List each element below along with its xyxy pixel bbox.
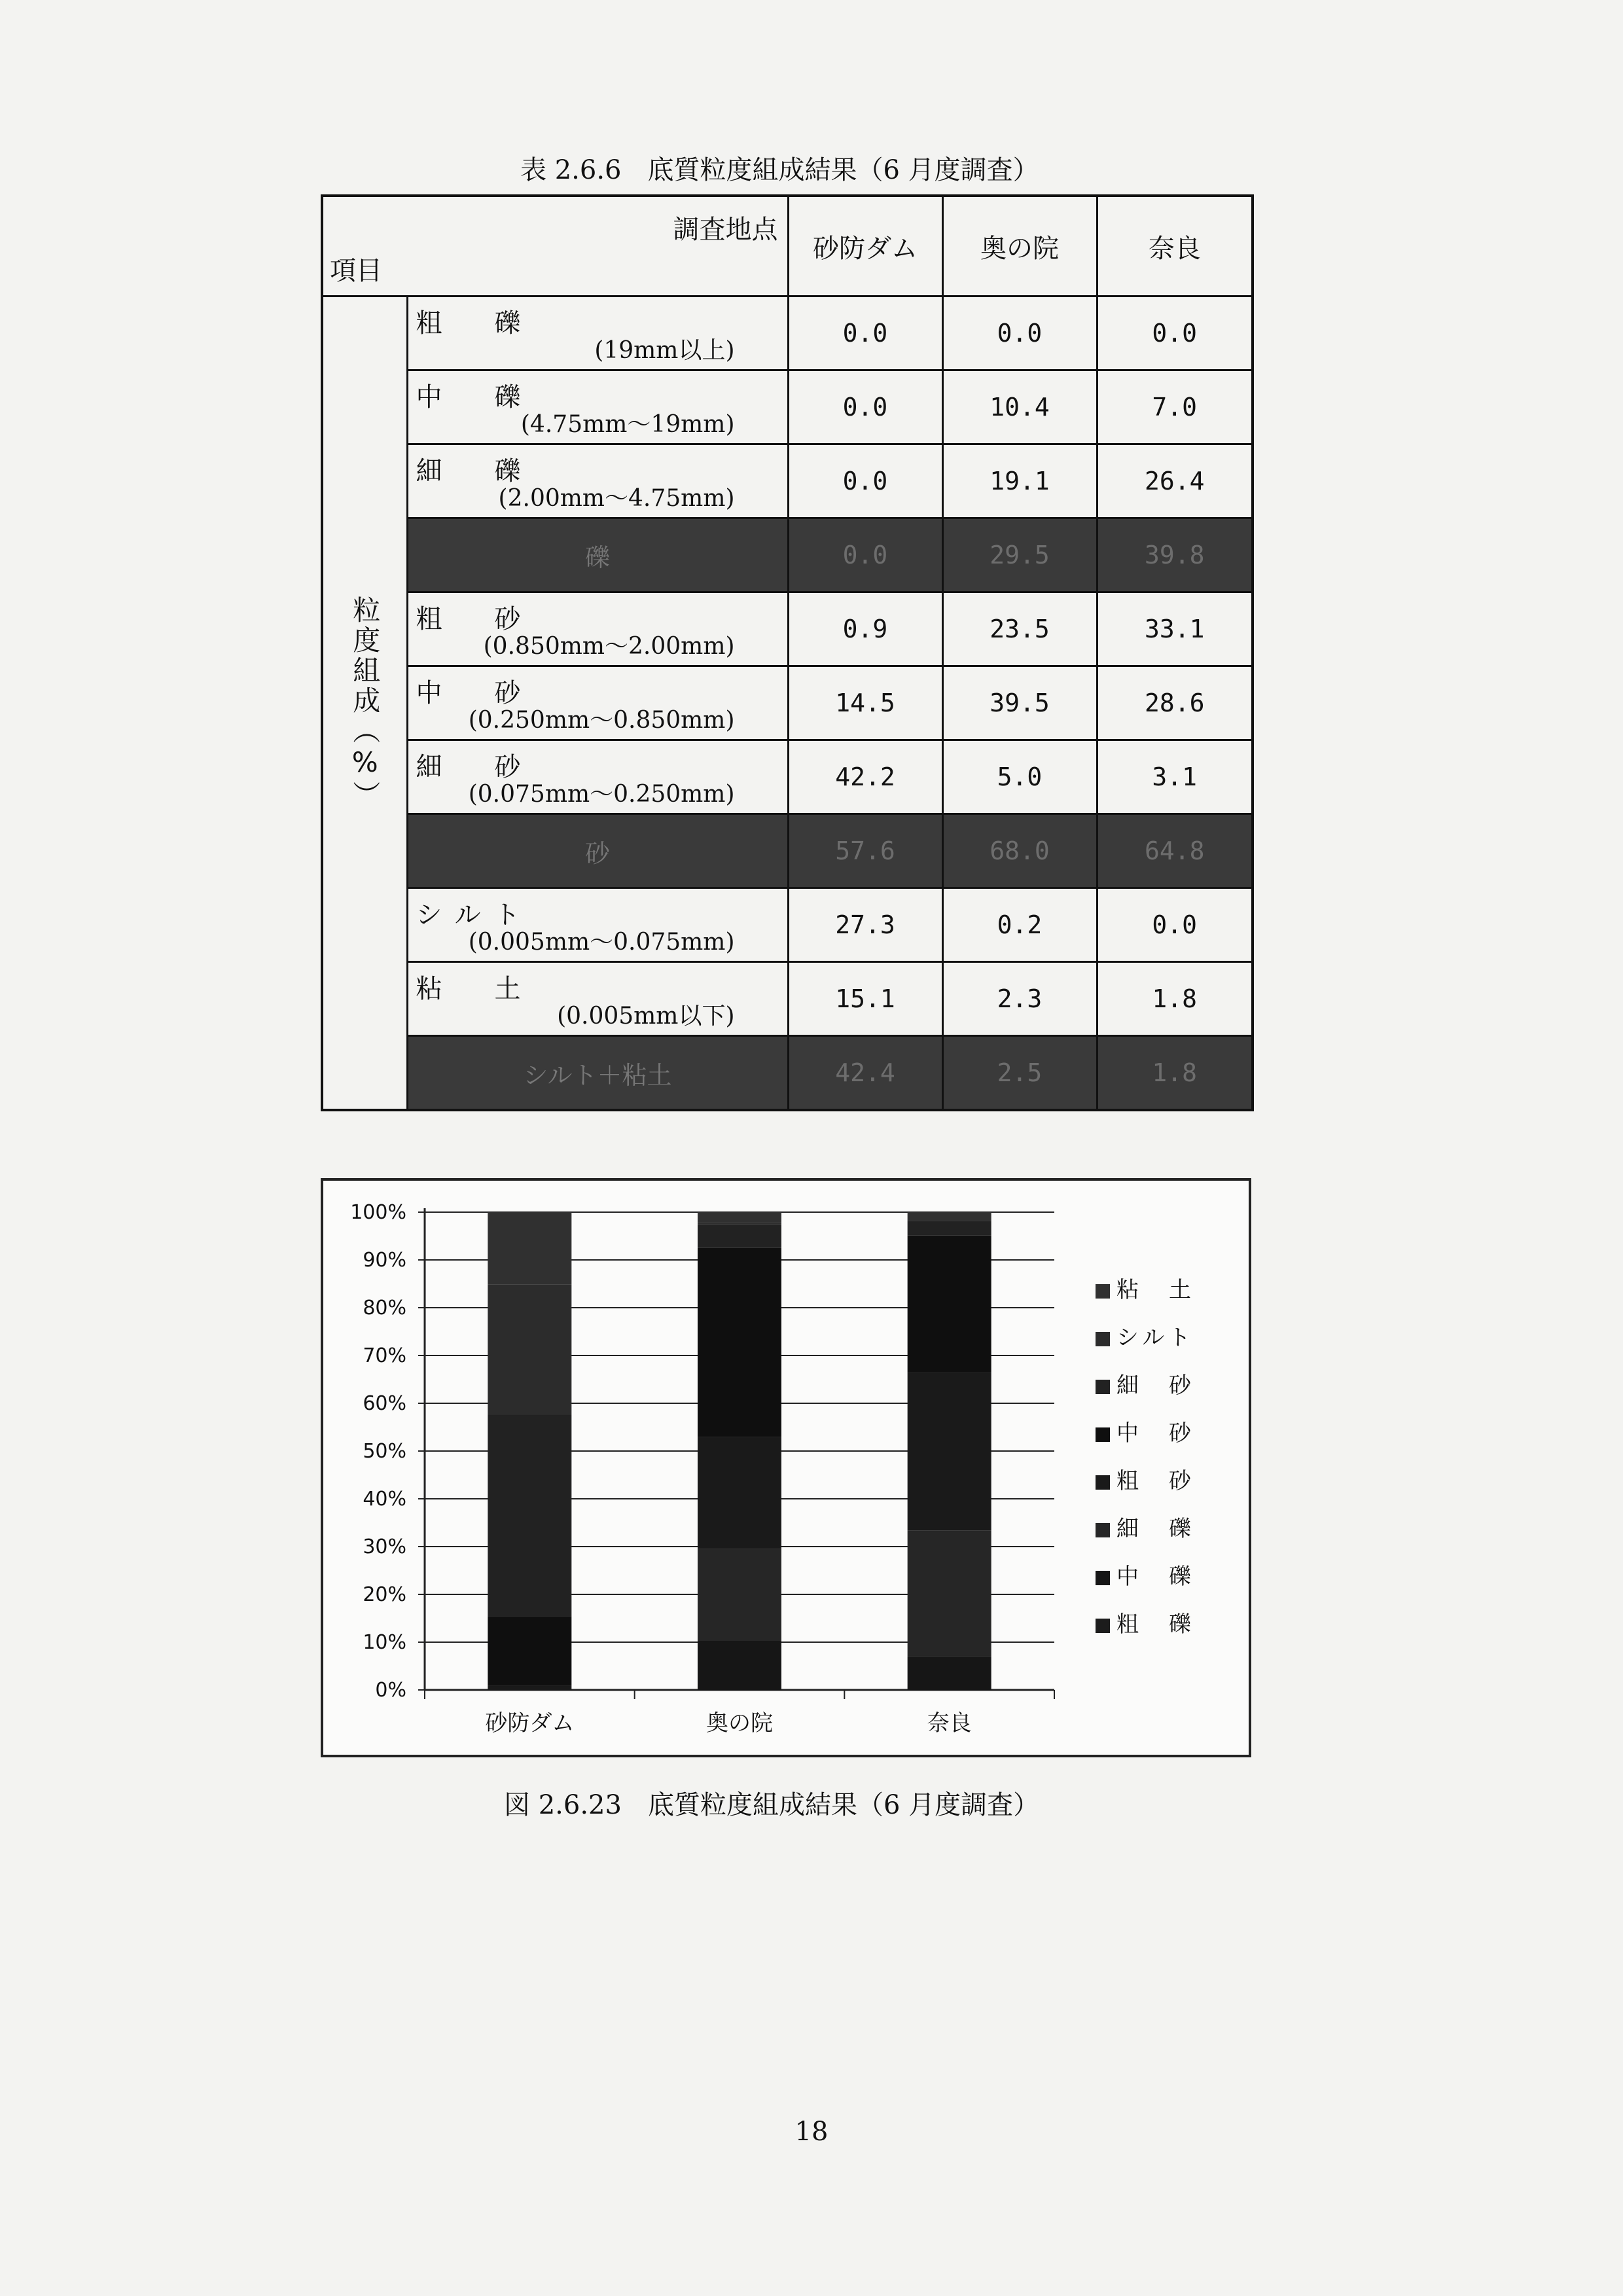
y-tick-label: 70% (363, 1344, 406, 1367)
row-size-range: (0.850mm〜2.00mm) (483, 633, 735, 660)
row-name: 中 礫 (416, 382, 534, 412)
row-label-cell (407, 592, 788, 666)
legend-swatch (1096, 1571, 1110, 1585)
subtotal-label: シルト＋粘土 (523, 1060, 672, 1090)
row-size-range: (4.75mm〜19mm) (520, 411, 735, 438)
grain-size-table (321, 194, 1254, 1111)
row-name: 粗 礫 (416, 308, 534, 338)
value-cell: 42.2 (788, 740, 942, 814)
column-header-nara: 奈良 (1097, 196, 1253, 296)
value-cell: 0.9 (788, 592, 942, 666)
value-cell: 39.5 (942, 666, 1097, 740)
value-cell: 29.5 (942, 518, 1097, 592)
table-row (322, 666, 1253, 740)
subtotal-label: 砂 (584, 838, 610, 868)
value-cell: 1.8 (1097, 1036, 1253, 1111)
bar-segment (698, 1437, 781, 1549)
y-tick-label: 80% (363, 1297, 406, 1319)
bar-segment (488, 1617, 571, 1686)
y-tick-label: 60% (363, 1392, 406, 1415)
y-tick-label: 100% (350, 1201, 406, 1224)
row-name: 粗 砂 (416, 604, 534, 634)
row-label-cell (407, 814, 788, 888)
bar-segment (488, 1415, 571, 1617)
value-cell: 0.0 (788, 518, 942, 592)
row-label-cell (407, 1036, 788, 1111)
legend-label: 粗 砂 (1116, 1468, 1195, 1494)
value-cell: 15.1 (788, 962, 942, 1036)
legend-swatch (1096, 1332, 1110, 1346)
value-cell: 57.6 (788, 814, 942, 888)
column-header-sabo-dam: 砂防ダム (788, 196, 942, 296)
header-location-label: 調査地点 (673, 215, 778, 245)
row-name: シルト (416, 900, 533, 930)
table-header-row (322, 196, 1253, 296)
row-size-range: (0.250mm〜0.850mm) (468, 707, 735, 734)
value-cell: 0.0 (788, 444, 942, 518)
column-header-okunoin: 奥の院 (942, 196, 1097, 296)
row-size-range: (0.075mm〜0.250mm) (468, 781, 735, 808)
value-cell: 7.0 (1097, 370, 1253, 444)
y-tick-label: 10% (363, 1631, 406, 1654)
row-label-cell (407, 666, 788, 740)
legend-swatch (1096, 1619, 1110, 1633)
row-size-range: (2.00mm〜4.75mm) (498, 485, 735, 512)
legend-swatch (1096, 1284, 1110, 1299)
row-label-cell (407, 444, 788, 518)
group-label-grain-composition: 粒度組成（%） (322, 296, 407, 1111)
bar-segment (488, 1212, 571, 1284)
value-cell: 26.4 (1097, 444, 1253, 518)
value-cell: 1.8 (1097, 962, 1253, 1036)
row-size-range: (19mm以上) (594, 337, 735, 364)
value-cell: 28.6 (1097, 666, 1253, 740)
value-cell: 23.5 (942, 592, 1097, 666)
y-tick-label: 20% (363, 1583, 406, 1606)
value-cell: 0.0 (788, 296, 942, 370)
table-row (322, 370, 1253, 444)
legend-label: 中 砂 (1116, 1420, 1195, 1446)
bar-segment (908, 1372, 991, 1531)
bar-segment (698, 1640, 781, 1690)
bar-segment (488, 1685, 571, 1690)
table-row (322, 740, 1253, 814)
legend-label: 中 礫 (1116, 1564, 1195, 1590)
value-cell: 33.1 (1097, 592, 1253, 666)
bar-segment (908, 1221, 991, 1236)
table-subtotal-row (322, 814, 1253, 888)
bar-segment (908, 1236, 991, 1372)
legend-swatch (1096, 1523, 1110, 1537)
row-label-cell (407, 888, 788, 962)
row-label-cell (407, 740, 788, 814)
legend-swatch (1096, 1475, 1110, 1490)
y-tick-label: 0% (375, 1679, 406, 1702)
row-name: 細 礫 (416, 456, 534, 486)
row-label-cell (407, 296, 788, 370)
row-label-cell (407, 370, 788, 444)
legend-label: 細 礫 (1116, 1516, 1195, 1542)
bar-segment (488, 1284, 571, 1414)
value-cell: 2.5 (942, 1036, 1097, 1111)
value-cell: 19.1 (942, 444, 1097, 518)
table-row (322, 444, 1253, 518)
row-name: 中 砂 (416, 678, 534, 708)
legend-label: 粘 土 (1116, 1277, 1195, 1303)
table-subtotal-row (322, 518, 1253, 592)
bar-segment (908, 1530, 991, 1657)
stacked-bar-chart (321, 1178, 1251, 1757)
page-number: 18 (794, 2117, 829, 2147)
y-tick-label: 50% (363, 1440, 406, 1463)
x-tick-label: 砂防ダム (485, 1710, 575, 1736)
table-subtotal-row (322, 1036, 1253, 1111)
legend-swatch (1096, 1427, 1110, 1442)
y-tick-label: 40% (363, 1488, 406, 1511)
value-cell: 27.3 (788, 888, 942, 962)
value-cell: 0.0 (788, 370, 942, 444)
row-name: 粘 土 (416, 974, 534, 1004)
value-cell: 5.0 (942, 740, 1097, 814)
chart-canvas (323, 1181, 1249, 1755)
value-cell: 14.5 (788, 666, 942, 740)
value-cell: 0.2 (942, 888, 1097, 962)
table-row (322, 592, 1253, 666)
header-corner-cell (322, 196, 788, 296)
value-cell: 68.0 (942, 814, 1097, 888)
legend-label: シルト (1116, 1325, 1195, 1351)
legend-swatch (1096, 1380, 1110, 1394)
row-label-cell (407, 962, 788, 1036)
bar-segment (698, 1549, 781, 1640)
value-cell: 10.4 (942, 370, 1097, 444)
row-size-range: (0.005mm以下) (557, 1003, 735, 1030)
table-caption: 表 2.6.6 底質粒度組成結果（6 月度調査） (520, 155, 1039, 185)
value-cell: 0.0 (942, 296, 1097, 370)
table-row (322, 888, 1253, 962)
legend-label: 細 砂 (1116, 1372, 1195, 1399)
bar-segment (908, 1212, 991, 1221)
row-label-cell (407, 518, 788, 592)
x-tick-label: 奈良 (927, 1710, 972, 1736)
value-cell: 0.0 (1097, 296, 1253, 370)
row-name: 細 砂 (416, 752, 534, 782)
value-cell: 42.4 (788, 1036, 942, 1111)
value-cell: 39.8 (1097, 518, 1253, 592)
y-tick-label: 30% (363, 1535, 406, 1558)
header-item-label: 項目 (330, 256, 382, 286)
value-cell: 3.1 (1097, 740, 1253, 814)
table-row (322, 962, 1253, 1036)
bar-segment (698, 1212, 781, 1223)
subtotal-label: 礫 (584, 543, 610, 572)
x-tick-label: 奥の院 (706, 1710, 773, 1736)
y-tick-label: 90% (363, 1249, 406, 1272)
bar-segment (908, 1657, 991, 1690)
value-cell: 2.3 (942, 962, 1097, 1036)
bar-segment (698, 1224, 781, 1248)
table-row (322, 296, 1253, 370)
row-size-range: (0.005mm〜0.075mm) (468, 929, 735, 956)
legend-label: 粗 礫 (1116, 1611, 1195, 1638)
value-cell: 64.8 (1097, 814, 1253, 888)
bar-segment (698, 1223, 781, 1224)
bar-segment (698, 1248, 781, 1437)
value-cell: 0.0 (1097, 888, 1253, 962)
figure-caption: 図 2.6.23 底質粒度組成結果（6 月度調査） (504, 1790, 1040, 1820)
